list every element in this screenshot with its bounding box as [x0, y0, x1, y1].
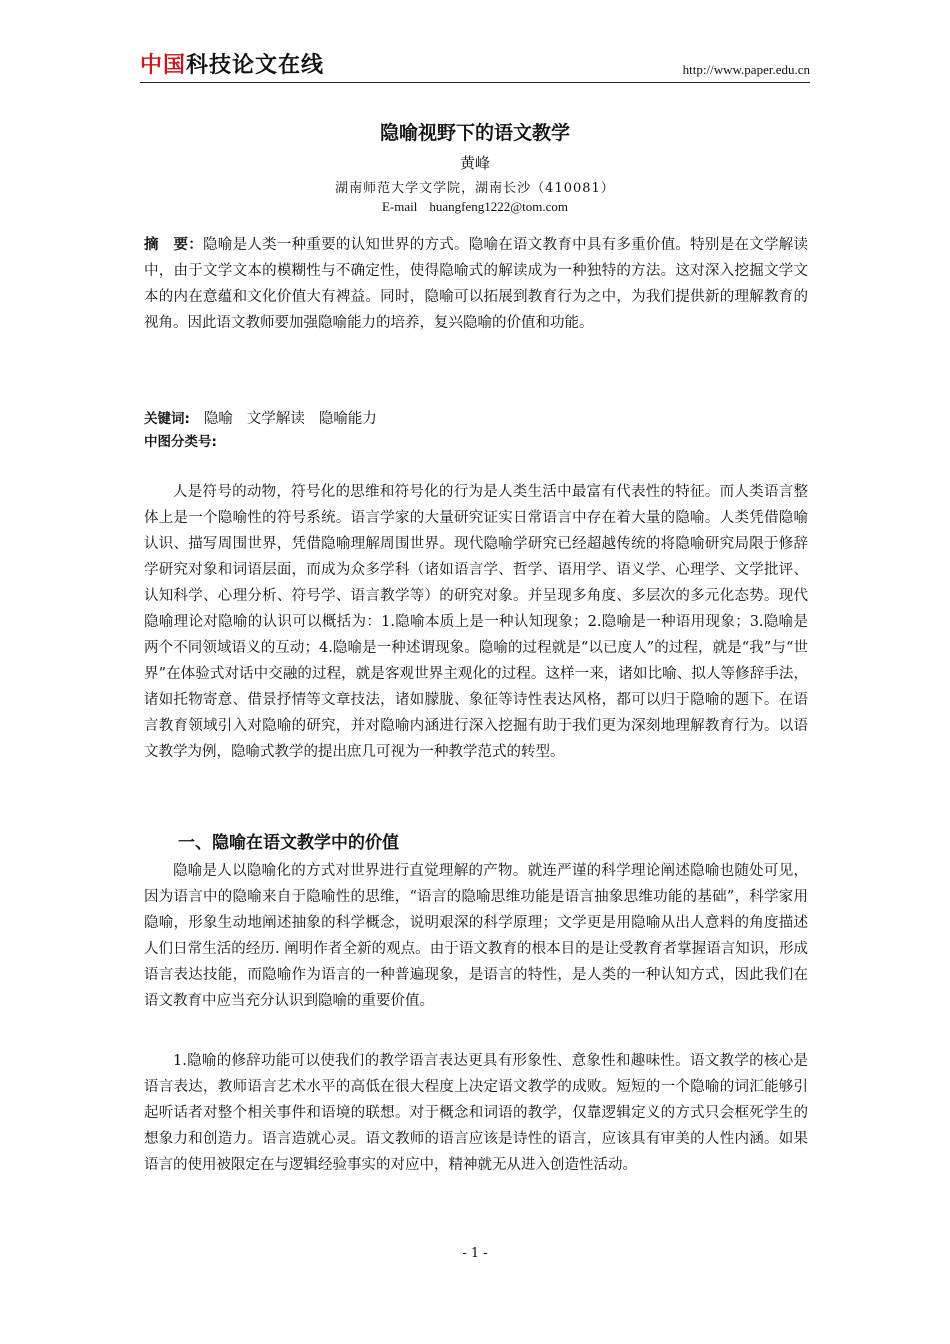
keyword-item: 隐喻能力: [318, 411, 377, 427]
keywords-label: 关键词:: [144, 411, 190, 427]
classification-label: 中图分类号:: [144, 434, 217, 450]
paper-affiliation: 湖南师范大学文学院，湖南长沙（410081）: [335, 181, 615, 196]
paper-author: 黄峰: [459, 154, 490, 172]
section-1-heading: 一、隐喻在语文教学中的价值: [178, 833, 399, 853]
abstract: [144, 232, 808, 336]
keywords: [144, 408, 808, 430]
paper-email-line: [140, 199, 810, 215]
body-paragraph-2: 隐喻是人以隐喻化的方式对世界进行直觉理解的产物。就连严谨的科学理论阐述隐喻也随处可见，因为语言中的隐喻来自于隐喻性的思维，“语言的隐喻思维功能是语言抽象思维功能的基础”，科学家用隐喻，形象生动地阐述抽象的科学概念，说明艰深的科学原理；文学更是用隐喻从出人意料的角度描述人们日常生活的经历. 阐明作者全新的观点。由于语文教育的根本目的是让受教育者掌握语言知识，形成语言表达技能，而隐喻作为语言的一种普遍现象，是语言的特性，是人类的一种认知方式，因此我们在语文教育中应当充分认识到隐喻的重要价值。: [144, 863, 808, 1009]
abstract-text: 隐喻是人类一种重要的认知世界的方式。隐喻在语文教育中具有多重价值。特别是在文学解读中，由于文学文本的模糊性与不确定性，使得隐喻式的解读成为一种独特的方法。这对深入挖掘文学文本的内在意蕴和文化价值大有裨益。同时，隐喻可以拓展到教育行为之中，为我们提供新的理解教育的视角。因此语文教师要加强隐喻能力的培养，复兴隐喻的价值和功能。: [144, 237, 808, 331]
body-paragraph-3: 1.隐喻的修辞功能可以使我们的教学语言表达更具有形象性、意象性和趣味性。语文教学的核心是语言表达，教师语言艺术水平的高低在很大程度上决定语文教学的成败。短短的一个隐喻的词汇能够引起听话者对整个相关事件和语境的联想。对于概念和词语的教学，仅靠逻辑定义的方式只会框死学生的想象力和创造力。语言造就心灵。语文教师的语言应该是诗性的语言，应该具有审美的人性内涵。如果语言的使用被限定在与逻辑经验事实的对应中，精神就无从进入创造性活动。: [144, 1053, 808, 1173]
email-address[interactable]: huangfeng1222@tom.com: [429, 199, 569, 214]
abstract-label: 摘 要：: [144, 237, 204, 253]
keyword-item: 文学解读: [246, 411, 305, 427]
logo-black-text: 科技论文在线: [186, 53, 325, 78]
logo-red-text: 中国: [140, 53, 187, 78]
page-number: - 1 -: [462, 1246, 488, 1261]
paper-title: 隐喻视野下的语文教学: [379, 122, 570, 144]
keyword-item: 隐喻: [203, 411, 233, 427]
site-url[interactable]: http://www.paper.edu.cn: [682, 62, 810, 77]
page-header: [140, 48, 810, 83]
email-label: E-mail: [381, 199, 418, 214]
site-logo: [140, 48, 324, 79]
body-paragraph-1: 人是符号的动物，符号化的思维和符号化的行为是人类生活中最富有代表性的特征。而人类语言整体上是一个隐喻性的符号系统。语言学家的大量研究证实日常语言中存在着大量的隐喻。人类凭借隐喻认识、描写周围世界，凭借隐喻理解周围世界。现代隐喻学研究已经超越传统的将隐喻研究局限于修辞学研究对象和词语层面，而成为众多学科（诸如语言学、哲学、语用学、语义学、心理学、文学批评、认知科学、心理分析、符号学、语言教学等）的研究对象。并呈现多角度、多层次的多元化态势。现代隐喻理论对隐喻的认识可以概括为：1.隐喻本质上是一种认知现象；2.隐喻是一种语用现象；3.隐喻是两个不同领域语义的互动；4.隐喻是一种述谓现象。隐喻的过程就是“以已度人”的过程，就是“我”与“世界”在体验式对话中交融的过程，就是客观世界主观化的过程。这样一来，诸如比喻、拟人等修辞手法，诸如托物寄意、借景抒情等文章技法，诸如朦胧、象征等诗性表达风格，都可以归于隐喻的题下。在语言教育领域引入对隐喻的研究，并对隐喻内涵进行深入挖掘有助于我们更为深刻地理解教育行为。以语文教学为例，隐喻式教学的提出庶几可视为一种教学范式的转型。: [144, 484, 808, 760]
